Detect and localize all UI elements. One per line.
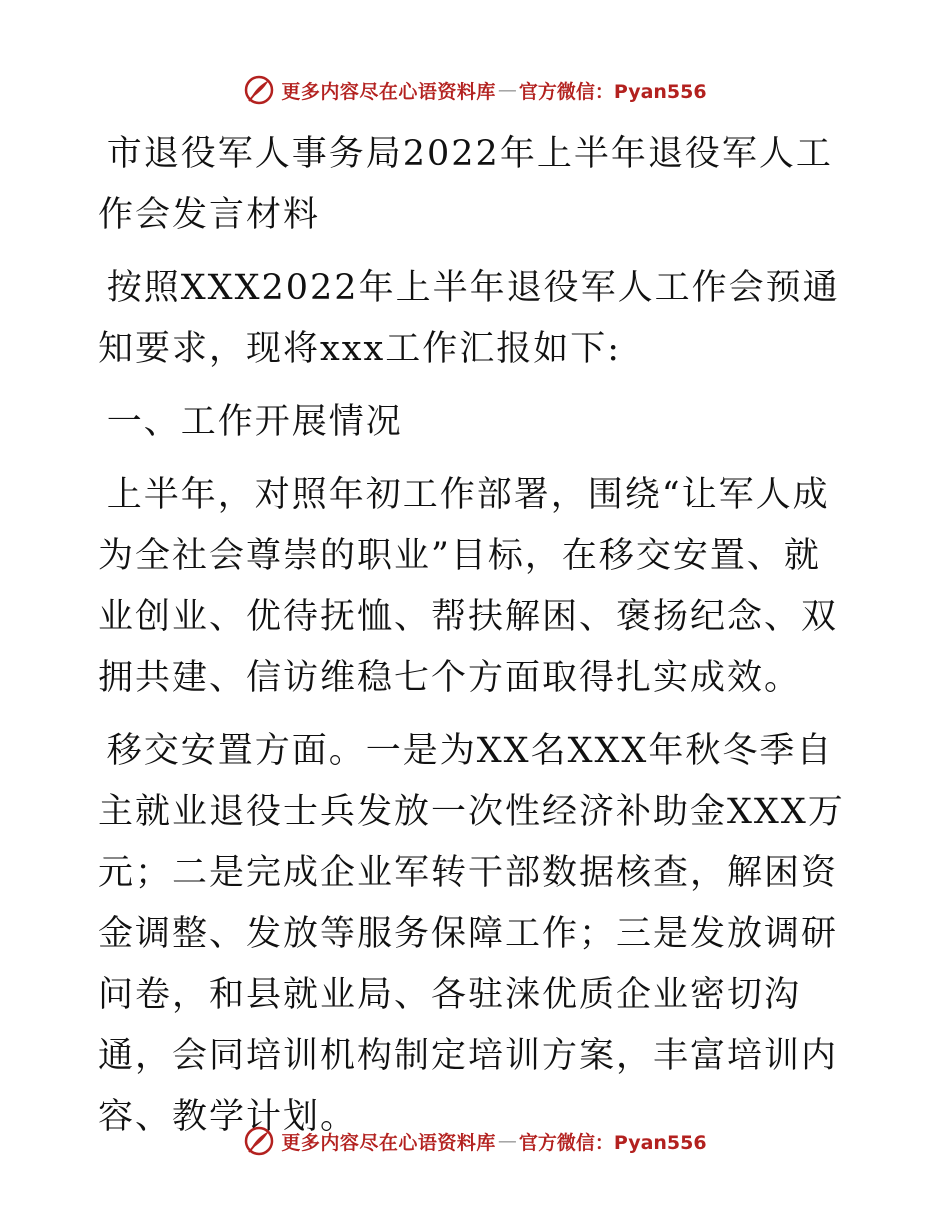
watermark-text: 更多内容尽在心语资料库 [281,1131,496,1154]
watermark-text: 更多内容尽在心语资料库 [281,80,496,103]
document-body [98,124,850,1148]
intro-paragraph: 按照XXX2022年上半年退役军人工作会预通知要求，现将xxx工作汇报如下: [98,268,840,369]
watermark-account: 官方微信：Pyan556 [518,80,707,103]
feather-pen-logo-icon [243,1125,275,1157]
footer-watermark [0,1121,950,1161]
placement-paragraph: 移交安置方面。一是为XX名XXX年秋冬季自主就业退役士兵发放一次性经济补助金XXX万元；二是完成企业军转干部数据核查，解困资金调整、发放等服务保障工作；三是发放调研问卷，和县就业局、各驻涞优质企业密切沟通，会同培训机构制定培训方案，丰富培训内容、教学计划。 [98,731,845,1137]
watermark-separator: — [497,79,517,101]
summary-paragraph: 上半年，对照年初工作部署，围绕“让军人成为全社会尊崇的职业”目标，在移交安置、就业创业、优待抚恤、帮扶解困、褒扬纪念、双拥共建、信访维稳七个方面取得扎实成效。 [98,475,839,698]
watermark-account: 官方微信：Pyan556 [518,1131,707,1154]
feather-pen-logo-icon [243,74,275,106]
section-heading: 一、工作开展情况 [106,402,403,442]
header-watermark [0,70,950,110]
watermark-separator: — [497,1130,517,1152]
document-title: 市退役军人事务局2022年上半年退役军人工作会发言材料 [98,134,833,235]
